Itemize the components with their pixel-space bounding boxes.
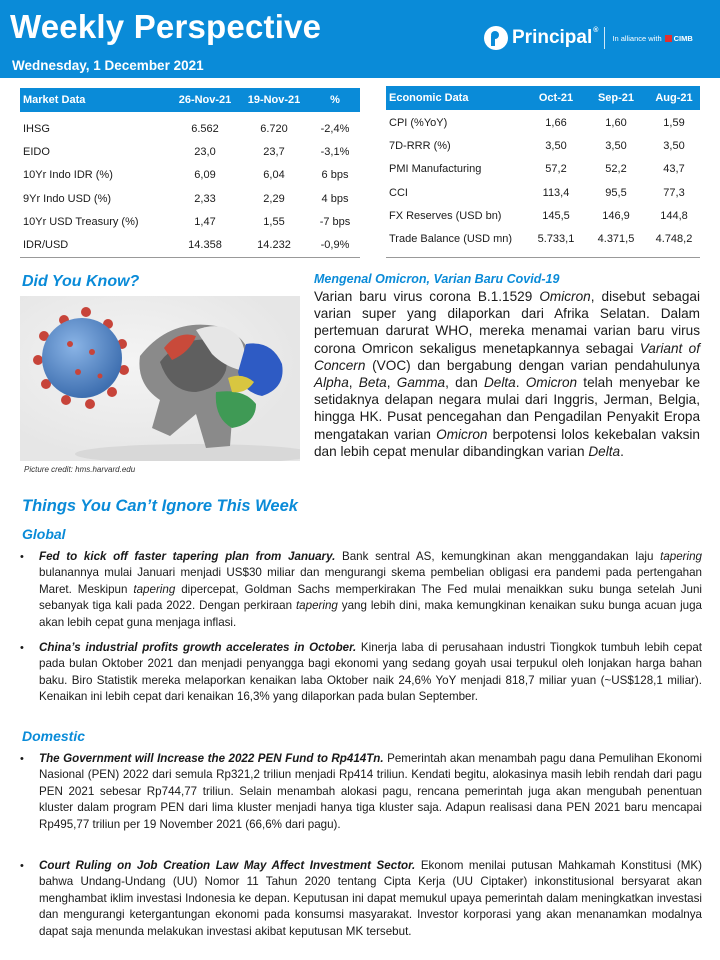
row-value: 1,60: [605, 117, 627, 129]
row-value: 6 bps: [321, 169, 349, 182]
row-value: 144,8: [660, 209, 688, 222]
row-value: 6.562: [191, 123, 219, 135]
text-segment: Beta: [358, 375, 387, 391]
bullet-lead: Court Ruling on Job Creation Law May Affect Investment Sector.: [39, 859, 416, 872]
row-value: 6,09: [194, 169, 216, 182]
text-segment: Bank sentral AS, kemungkinan akan menggandakan laju: [335, 550, 661, 563]
table-row: [386, 112, 700, 135]
brand-divider: [604, 27, 605, 49]
table-row: [20, 141, 360, 164]
row-value: 95,5: [605, 186, 627, 199]
article-body: [314, 288, 700, 460]
market-header-col3: %: [330, 94, 340, 106]
row-value: 1,55: [263, 215, 285, 228]
row-value: 23,0: [194, 146, 216, 159]
economic-header-col1: Oct-21: [538, 92, 574, 104]
row-value: 2,33: [194, 192, 216, 205]
text-segment: bulanannya mulai Januari menjadi US$30 miliar dan mengurangi skema pembelian obligasi era pandemi pada pertengahan Maret. Meskipun: [39, 566, 702, 596]
bullet-lead: The Government will Increase the 2022 PEN Fund to Rp414Tn.: [39, 752, 384, 765]
table-row: [386, 205, 700, 228]
domestic-bullet-1: [20, 751, 702, 850]
report-date: Wednesday, 1 December 2021: [12, 58, 204, 73]
economic-data-table: [386, 86, 700, 260]
bullet-marker: •: [20, 551, 24, 563]
bullet-text: [39, 640, 702, 706]
text-segment: ,: [386, 375, 397, 391]
row-value: 77,3: [663, 186, 685, 199]
domestic-heading: Domestic: [22, 728, 86, 744]
market-table-rule: [20, 257, 360, 258]
row-value: 14.232: [257, 239, 291, 251]
row-value: 43,7: [663, 163, 685, 176]
global-bullet-1: [20, 549, 702, 631]
row-value: 6.720: [260, 123, 288, 135]
report-title: Weekly Perspective: [10, 8, 322, 45]
report-header: [0, 0, 720, 78]
row-value: -7 bps: [319, 215, 351, 228]
row-value: 2,29: [263, 192, 285, 205]
text-segment: , dan: [445, 375, 484, 391]
global-heading: Global: [22, 526, 66, 542]
row-value: 4.748,2: [655, 233, 693, 245]
text-segment: Delta: [588, 443, 621, 459]
text-segment: Kinerja laba di perusahaan industri Tiongkok tumbuh lebih cepat pada bulan Oktober 2021 dan menjadi penyangga bagi ekonomi yang sedang goyah usai terpukul oleh lonjakan harga bahan baku. Biro Statistik mereka melaporkan kenaikan laba Oktober naik 24,6% YoY menjadi 818,7 miliar yuan (~US$128,1 miliar). Kenaikan ini lebih cepat dari kenaikan 16,3% yang dilaporkan pada bulan September.: [39, 641, 702, 704]
brand-block: [484, 20, 693, 56]
row-value: 23,7: [263, 146, 285, 159]
row-value: 52,2: [605, 163, 627, 176]
virus-illustration-icon: [20, 296, 300, 461]
bullet-lead: China’s industrial profits growth accelerates in October.: [39, 641, 357, 654]
text-segment: .: [620, 443, 624, 459]
row-value: 3,50: [663, 140, 685, 153]
text-segment: tapering: [660, 550, 702, 563]
text-segment: Ekonom menilai putusan Mahkamah Konstitusi (MK) bahwa Undang-Undang (UU) Nomor 11 Tahun 2020 tentang Cipta Kerja (UU Ciptaker) inkonstitusional bersyarat akan menghambat iklim investasi Indonesia ke depan. Keputusan ini dapat memukul upaya pemerintah dalam meningkatkan investasi dan mengurangi ketergantungan ekonomi pada konsumsi masyarakat. Investor korporasi yang akan menanamkan modalnya dapat saja menunda melakukan investasi akibat keputusan MK tersebut.: [39, 859, 702, 938]
picture-credit: Picture credit: hms.harvard.edu: [24, 465, 136, 474]
bullet-marker: •: [20, 642, 24, 654]
row-value: 146,9: [602, 209, 630, 222]
domestic-bullet-2: [20, 858, 702, 957]
did-you-know-heading: Did You Know?: [22, 273, 140, 290]
row-value: 6,04: [263, 169, 285, 182]
row-value: 4.371,5: [597, 233, 635, 245]
row-label: IHSG: [23, 123, 50, 135]
row-value: 1,66: [545, 117, 567, 129]
table-row: [20, 234, 360, 257]
row-label: IDR/USD: [23, 239, 69, 251]
row-value: -3,1%: [320, 146, 350, 159]
bullet-text: [39, 751, 702, 833]
row-value: 1,47: [194, 215, 216, 228]
row-value: 5.733,1: [537, 233, 575, 245]
text-segment: Omicron: [525, 375, 578, 391]
market-header-label: Market Data: [23, 94, 86, 106]
row-label: Trade Balance (USD mn): [389, 233, 513, 245]
text-segment: dipercepat, Goldman Sachs memperkirakan The Fed mulai menaikkan suku bunga setelah Juni sebanyak tiga kali pada 2022. Dengan perkiraan: [39, 582, 703, 613]
row-label: CCI: [389, 186, 408, 199]
text-segment: telah menyebar ke setidaknya delapan negara mulai dari Inggris, Jerman, Belgia, hingga HK. Pusat pencegahan dan Pengadilan Penyakit Eropa mengatakan varian: [314, 375, 701, 442]
brand-name: Principal®: [512, 27, 599, 48]
table-row: [20, 118, 360, 141]
text-segment: tapering: [133, 582, 176, 596]
alliance-text: In alliance with: [612, 33, 662, 43]
row-value: 3,50: [545, 140, 567, 153]
global-bullet-2: [20, 640, 702, 722]
market-header-col1: 26-Nov-21: [178, 94, 232, 106]
bullet-lead: Fed to kick off faster tapering plan from January.: [39, 550, 336, 563]
text-segment: , disebut sebagai varian super yang dilaporkan dari Afrika Selatan. Dalam pertemuan darurat WHO, mereka menamai varian baru virus corona Omricon sekaligus menetapkannya sebagai: [314, 289, 700, 356]
bullet-marker: •: [20, 753, 24, 765]
text-segment: Variant of Concern: [314, 340, 700, 373]
table-row: [386, 228, 700, 251]
row-label: EIDO: [23, 146, 50, 159]
text-segment: berpotensi lolos kekebalan vaksin dan lebih cepat menular dibandingkan varian: [314, 426, 700, 459]
things-heading: Things You Can’t Ignore This Week: [22, 497, 298, 515]
row-label: 9Yr Indo USD (%): [23, 192, 112, 205]
market-data-table: [20, 88, 360, 260]
row-value: 4 bps: [321, 192, 349, 205]
economic-table-header: [386, 86, 700, 110]
table-row: [20, 188, 360, 211]
table-row: [386, 135, 700, 158]
table-row: [386, 182, 700, 205]
row-label: FX Reserves (USD bn): [389, 209, 502, 222]
text-segment: Omicron: [436, 426, 488, 442]
economic-header-col3: Aug-21: [655, 92, 693, 104]
text-segment: Delta: [483, 375, 516, 391]
table-row: [20, 164, 360, 187]
row-value: 113,4: [542, 186, 570, 199]
row-value: -0,9%: [320, 239, 350, 251]
row-value: 145,5: [542, 209, 570, 222]
row-label: CPI (%YoY): [389, 117, 448, 129]
cimb-logo-icon: [665, 35, 672, 42]
row-value: 3,50: [605, 140, 627, 153]
text-segment: Pemerintah akan menambah pagu dana Pemulihan Ekonomi Nasional (PEN) 2022 dari semula Rp321,2 triliun menjadi Rp414 triliun. Kendati begitu, alokasinya masih lebih rendah dari pagu PEN 2021 sebesar Rp744,77 triliun. Selain menambah alokasi pagu, rencana pemerintah juga akan mengubah penentuan kluster dalam program PEN dari lima kluster menjadi hanya tiga kluster saja. Adapun realisasi dana PEN 2021 baru mencapai Rp495,77 triliun per 19 November 2021 (66,6% dari pagu).: [39, 752, 703, 831]
row-label: PMI Manufacturing: [389, 163, 482, 176]
row-value: -2,4%: [320, 123, 350, 135]
economic-header-col2: Sep-21: [597, 92, 635, 104]
text-segment: Omicron: [539, 289, 591, 304]
alliance-partner: CIMB: [673, 33, 693, 43]
text-segment: tapering: [295, 599, 338, 613]
economic-header-label: Economic Data: [389, 92, 469, 104]
text-segment: (VOC) dan bergabung dengan varian pendahulunya: [365, 357, 700, 373]
principal-logo-icon: [484, 26, 508, 50]
market-header-col2: 19-Nov-21: [247, 94, 301, 106]
table-row: [386, 158, 700, 181]
market-table-header: [20, 88, 360, 112]
text-segment: Alpha: [314, 375, 349, 391]
row-label: 7D-RRR (%): [389, 140, 451, 153]
bullet-text: [39, 858, 702, 940]
omicron-virus-image: [20, 296, 300, 461]
bullet-text: [39, 549, 702, 631]
bullet-marker: •: [20, 860, 24, 872]
text-segment: Gamma: [396, 375, 446, 391]
row-value: 57,2: [545, 163, 567, 176]
text-segment: yang lebih dini, maka kemungkinan kenaikan suku bunga acuan juga akan lebih cepat guna menjaga inflasi.: [39, 599, 702, 629]
text-segment: Varian baru virus corona B.1.1529: [314, 289, 540, 304]
article-title: Mengenal Omicron, Varian Baru Covid-19: [314, 272, 560, 286]
row-value: 1,59: [663, 117, 685, 129]
table-row: [20, 211, 360, 234]
row-value: 14.358: [188, 239, 222, 251]
text-segment: ,: [348, 375, 359, 391]
row-label: 10Yr Indo IDR (%): [23, 169, 113, 182]
economic-table-rule: [386, 257, 700, 258]
text-segment: .: [515, 375, 526, 391]
row-label: 10Yr USD Treasury (%): [23, 215, 139, 228]
